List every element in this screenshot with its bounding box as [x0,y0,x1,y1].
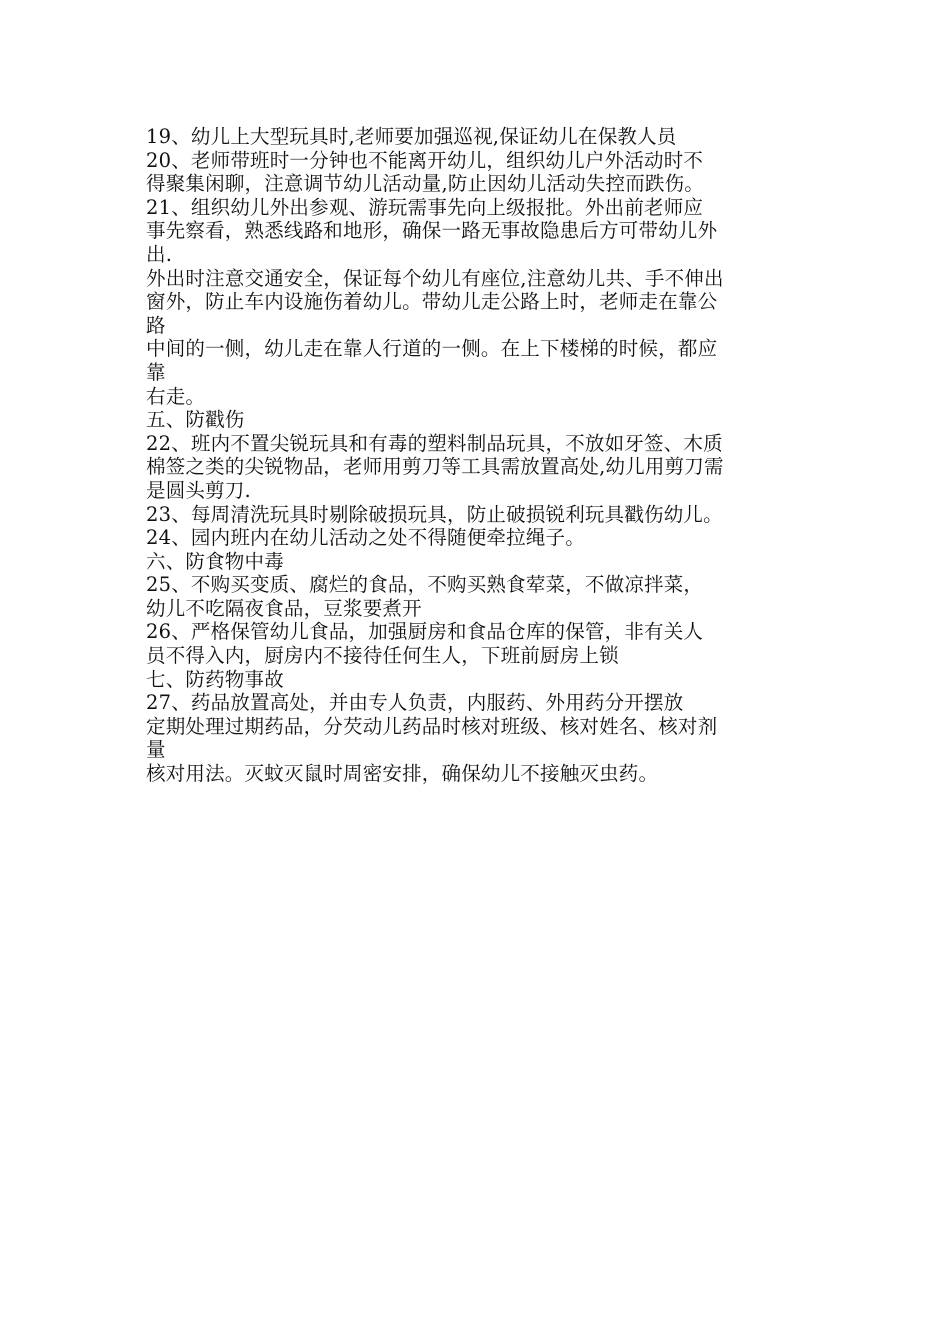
text-line: 外出时注意交通安全，保证每个幼儿有座位,注意幼儿共、手不伸出 [146,266,724,290]
text-line: 定期处理过期药品，分芡动儿药品时核对班级、核对姓名、核对剂 [146,714,718,738]
text-line: 25、不购买变质、腐烂的食品，不购买熟食荤菜，不做凉拌菜， [146,573,704,597]
section-heading: 五、防戳伤 [146,408,245,432]
text-line: 23、每周清洗玩具时剔除破损玩具，防止破损锐利玩具戳伤幼儿。 [146,502,723,526]
text-line: 窗外，防止车内设施伤着幼儿。带幼儿走公路上时，老师走在靠公 [146,290,718,314]
text-line: 靠 [146,360,166,384]
text-line: 20、老师带班时一分钟也不能离开幼儿，组织幼儿户外活动时不 [146,148,704,172]
text-line: 核对用法。灭蚊灭鼠时周密安排，确保幼儿不接触灭虫药。 [146,762,659,786]
document-body [146,125,816,786]
text-line: 棉签之类的尖锐物品，老师用剪刀等工具需放置高处,幼儿用剪刀需 [146,455,724,479]
section-heading: 六、防食物中毒 [146,549,284,573]
text-line: 事先察看，熟悉线路和地形，确保一路无事故隐患后方可带幼儿外 [146,219,718,243]
text-line: 19、幼儿上大型玩具时,老师要加强巡视,保证幼儿在保教人员 [146,125,677,148]
text-line: 26、严格保管幼儿食品，加强厨房和食品仓库的保管，非有关人 [146,620,704,644]
text-line: 中间的一侧，幼儿走在靠人行道的一侧。在上下楼梯的时候，都应 [146,337,718,361]
text-line: 路 [146,313,166,337]
text-line: 22、班内不置尖锐玩具和有毒的塑料制品玩具，不放如牙签、木质 [146,431,723,455]
text-line: 幼儿不吃隔夜食品，豆浆要煮开 [146,596,422,620]
section-heading: 七、防药物事故 [146,667,284,691]
text-line: 右走。 [146,384,206,408]
text-line: 21、组织幼儿外出参观、游玩需事先向上级报批。外出前老师应 [146,195,704,219]
text-line: 量 [146,738,166,762]
text-line: 出. [146,242,173,266]
text-line: 员不得入内，厨房内不接待任何生人，下班前厨房上锁 [146,644,619,668]
text-line: 27、药品放置高处，并由专人负责，内服药、外用药分开摆放 [146,691,684,715]
text-line: 24、园内班内在幼儿活动之处不得随便牵拉绳子。 [146,526,585,550]
text-line: 得聚集闲聊，注意调节幼儿活动量,防止因幼儿活动失控而跌伤。 [146,172,704,196]
text-line: 是圆头剪刀. [146,478,251,502]
